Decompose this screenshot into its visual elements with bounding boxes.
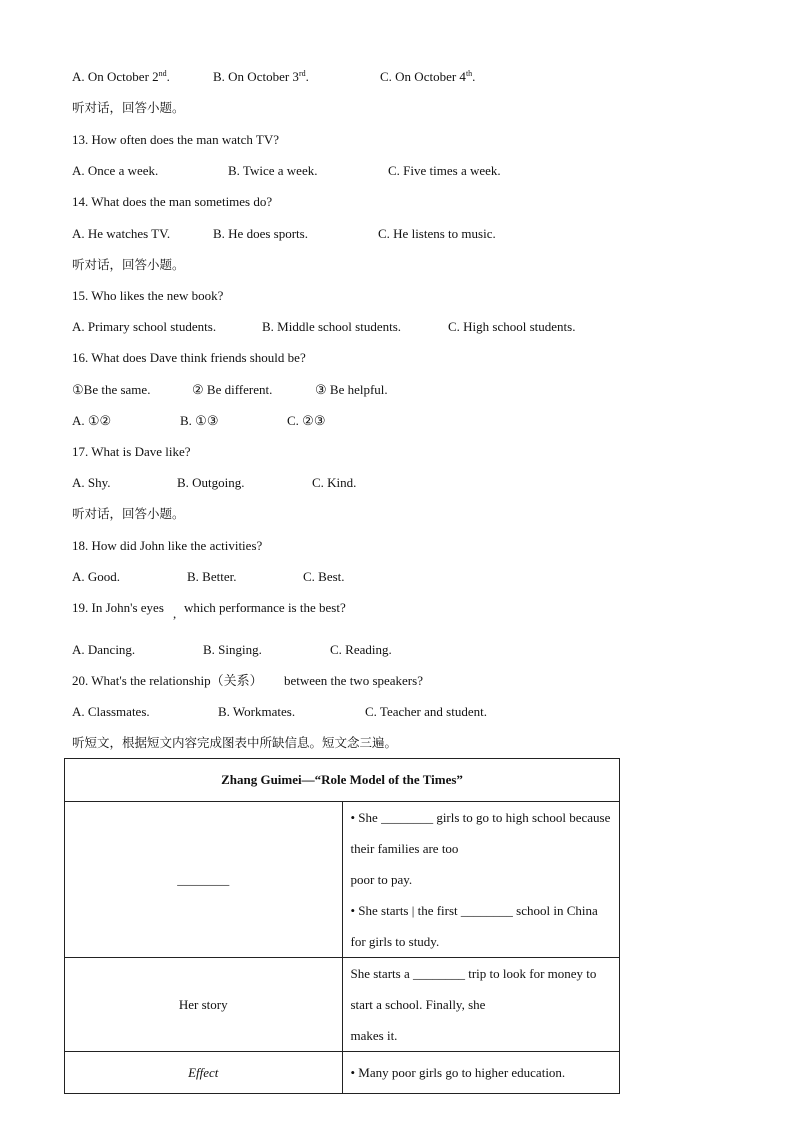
q20-question-part2: between the two speakers? — [284, 673, 423, 688]
q17-option-a: A. Shy. — [72, 475, 111, 490]
row1-content — [342, 802, 620, 958]
instruction-listen-2: 听对话，回答小题。 — [72, 257, 185, 272]
q16-option-c: C. ②③ — [287, 413, 326, 428]
q17-option-c: C. Kind. — [312, 475, 357, 490]
q14-option-c: C. He listens to music. — [378, 226, 496, 241]
q20-option-a: A. Classmates. — [72, 704, 150, 719]
info-table — [64, 758, 620, 1094]
instruction-passage: 听短文，根据短文内容完成图表中所缺信息。短文念三遍。 — [72, 735, 398, 750]
q20-option-c: C. Teacher and student. — [365, 704, 487, 719]
q18-option-b: B. Better. — [187, 569, 237, 584]
q15-option-c: C. High school students. — [448, 319, 576, 334]
q15-option-b: B. Middle school students. — [262, 319, 402, 334]
q16-statement-1: ①Be the same. — [72, 382, 151, 397]
q18-question: 18. How did John like the activities? — [72, 538, 263, 553]
q12-option-c: C. On October 4th. — [380, 69, 476, 84]
row2-blank[interactable]: ________ — [412, 966, 465, 981]
table-title: Zhang Guimei—“Role Model of the Times” — [65, 759, 620, 802]
q19-option-c: C. Reading. — [330, 642, 392, 657]
q20-option-b: B. Workmates. — [218, 704, 296, 719]
q13-option-a: A. Once a week. — [72, 163, 159, 178]
q14-question: 14. What does the man sometimes do? — [72, 194, 273, 209]
q19-question-part2: which performance is the best? — [184, 600, 346, 615]
row1-blank-1[interactable]: ________ — [381, 810, 434, 825]
row1-line2: poor to pay. — [350, 872, 413, 887]
q14-option-b: B. He does sports. — [213, 226, 308, 241]
q18-option-a: A. Good. — [72, 569, 121, 584]
q13-question: 13. How often does the man watch TV? — [72, 132, 279, 147]
q13-option-b: B. Twice a week. — [228, 163, 318, 178]
q12-option-a: A. On October 2nd. — [72, 69, 170, 84]
q13-option-c: C. Five times a week. — [388, 163, 501, 178]
instruction-listen-3: 听对话，回答小题。 — [72, 506, 185, 521]
row2-line1: She starts a ________ trip to look for money to start a school. Finally, she — [350, 966, 597, 1012]
row1-line1: • She ________ girls to go to high school because their families are too — [350, 810, 611, 856]
q16-option-b: B. ①③ — [180, 413, 219, 428]
q14-option-a: A. He watches TV. — [72, 226, 171, 241]
row3-line1: • Many poor girls go to higher education. — [350, 1065, 566, 1080]
row1-line3: • She starts | the first ________ school in China for girls to study. — [350, 903, 598, 949]
row3-content — [342, 1052, 620, 1094]
q19-question-part1: 19. In John's eyes — [72, 600, 164, 615]
row3-label: Effect — [65, 1052, 343, 1094]
instruction-listen-1: 听对话，回答小题。 — [72, 100, 185, 115]
q17-option-b: B. Outgoing. — [177, 475, 245, 490]
q16-statement-2: ② Be different. — [192, 382, 273, 397]
q18-option-c: C. Best. — [303, 569, 345, 584]
q19-question-comma: , — [173, 606, 177, 621]
q19-option-b: B. Singing. — [203, 642, 262, 657]
q15-question: 15. Who likes the new book? — [72, 288, 224, 303]
q20-question-part1: 20. What's the relationship（关系） — [72, 673, 263, 688]
q12-option-b: B. On October 3rd. — [213, 69, 309, 84]
q17-question: 17. What is Dave like? — [72, 444, 191, 459]
row2-content — [342, 958, 620, 1052]
row2-line2: makes it. — [350, 1028, 398, 1043]
row1-blank-2[interactable]: ________ — [460, 903, 513, 918]
row1-label-blank[interactable]: ________ — [65, 802, 343, 958]
row2-label: Her story — [65, 958, 343, 1052]
q16-option-a: A. ①② — [72, 413, 112, 428]
q16-question: 16. What does Dave think friends should be? — [72, 350, 306, 365]
q19-option-a: A. Dancing. — [72, 642, 136, 657]
q16-statement-3: ③ Be helpful. — [315, 382, 388, 397]
q15-option-a: A. Primary school students. — [72, 319, 217, 334]
